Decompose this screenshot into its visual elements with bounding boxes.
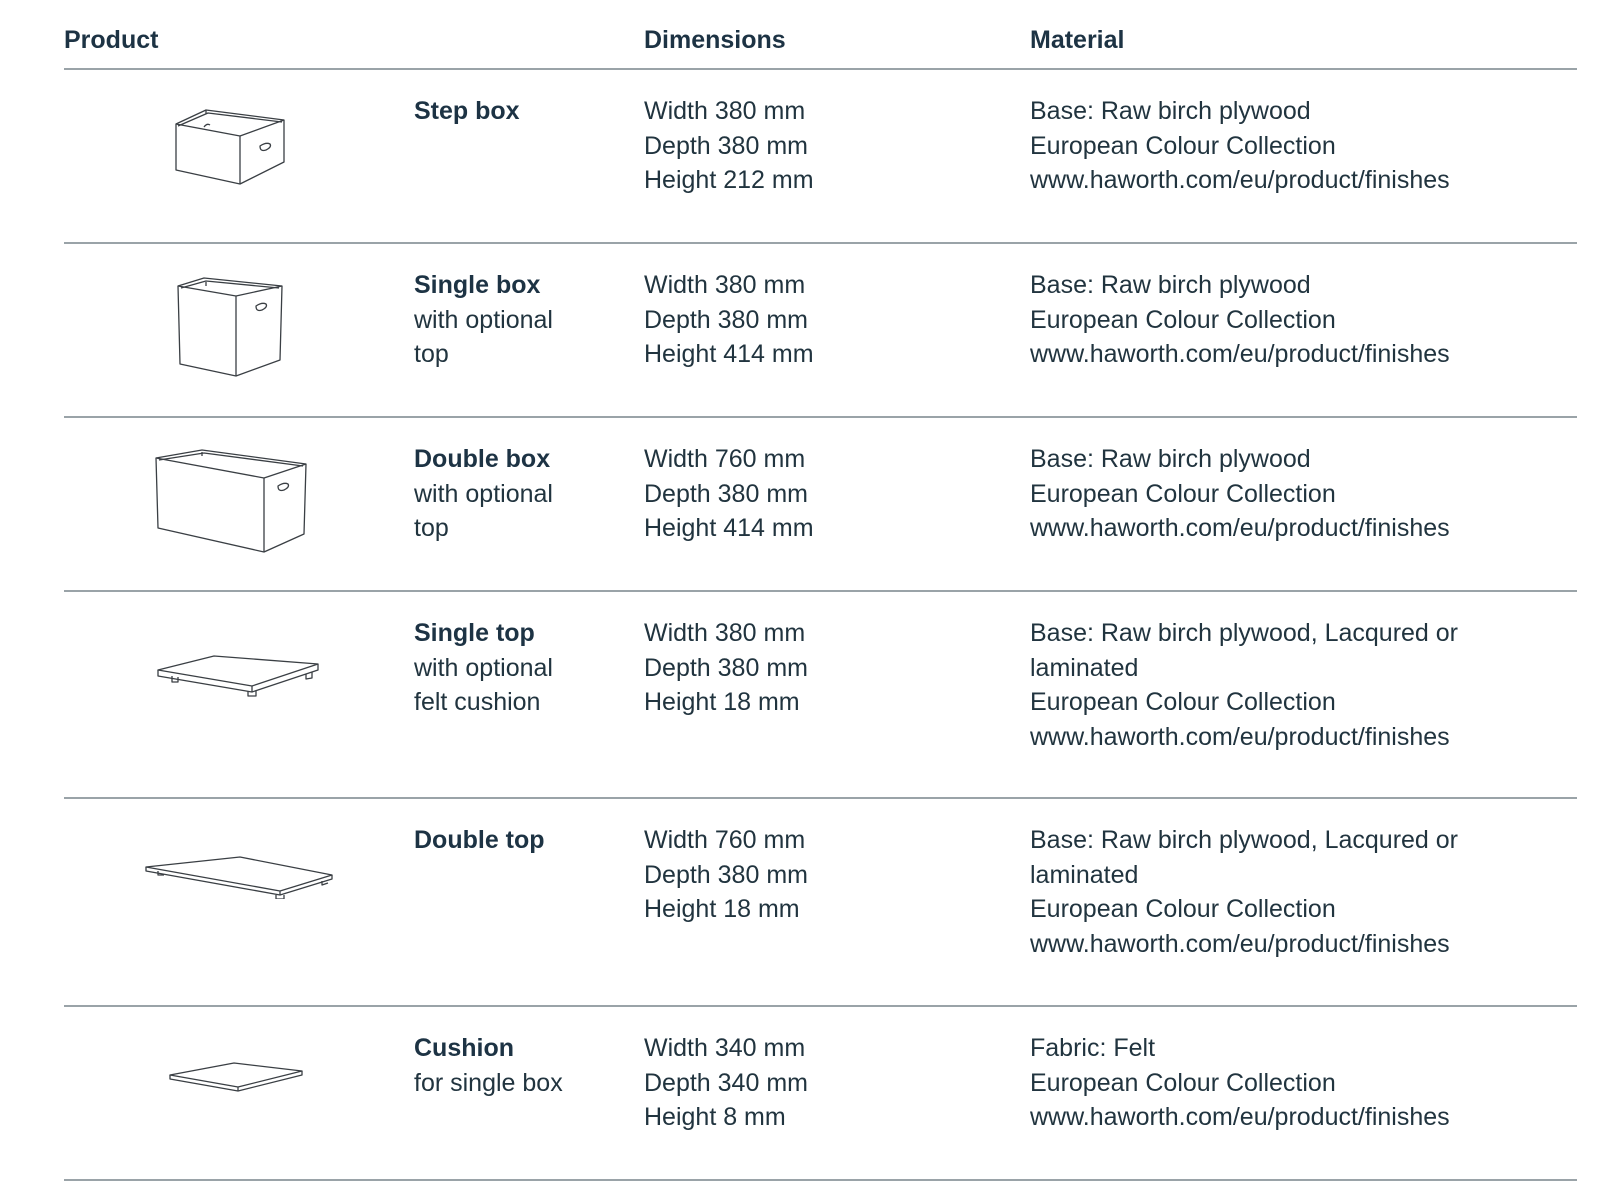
dimension-depth: Depth 380 mm [644, 305, 808, 334]
dimension-width: Width 760 mm [644, 445, 806, 473]
product-name-cell [414, 616, 634, 720]
single-top-icon [156, 652, 322, 700]
material-line: European Colour Collection [1030, 895, 1336, 924]
step-box-icon [174, 108, 290, 190]
dimension-width: Width 340 mm [644, 1034, 806, 1062]
dimensions-cell [644, 616, 1024, 720]
material-line: European Colour Collection [1030, 1068, 1336, 1097]
header-dimensions: Dimensions [644, 26, 786, 54]
dimension-height: Height 18 mm [644, 895, 800, 924]
dimensions-cell [644, 823, 1024, 927]
material-line: Base: Raw birch plywood, Lacqured or [1030, 619, 1459, 647]
table-row [64, 418, 1577, 592]
material-cell [1030, 1031, 1570, 1135]
material-cell [1030, 268, 1570, 372]
double-box-icon [154, 448, 310, 556]
material-line: www.haworth.com/eu/product/finishes [1030, 723, 1450, 752]
table-row [64, 1007, 1577, 1181]
material-cell [1030, 94, 1570, 198]
dimension-depth: Depth 380 mm [644, 479, 808, 508]
product-name: Double box [414, 445, 551, 473]
dimension-width: Width 760 mm [644, 826, 806, 854]
single-box-icon [176, 276, 286, 380]
material-line: Base: Raw birch plywood [1030, 97, 1311, 125]
table-row [64, 592, 1577, 799]
material-line: www.haworth.com/eu/product/finishes [1030, 930, 1450, 959]
table-row [64, 244, 1577, 418]
dimension-width: Width 380 mm [644, 619, 806, 647]
dimensions-cell [644, 94, 1024, 198]
material-line: laminated [1030, 860, 1139, 889]
material-line: Base: Raw birch plywood [1030, 445, 1311, 473]
product-description: with optional [414, 305, 553, 334]
dimensions-cell [644, 268, 1024, 372]
product-name: Step box [414, 97, 520, 125]
product-name-cell [414, 1031, 634, 1100]
product-name: Cushion [414, 1034, 514, 1062]
product-description: top [414, 514, 449, 543]
material-line: www.haworth.com/eu/product/finishes [1030, 514, 1450, 543]
product-name: Single top [414, 619, 535, 647]
material-line: laminated [1030, 653, 1139, 682]
product-name-cell [414, 442, 634, 546]
table-row [64, 799, 1577, 1007]
header-material: Material [1030, 26, 1125, 54]
product-name-cell [414, 268, 634, 372]
dimensions-cell [644, 1031, 1024, 1135]
material-line: European Colour Collection [1030, 479, 1336, 508]
material-line: Fabric: Felt [1030, 1034, 1156, 1062]
dimension-width: Width 380 mm [644, 97, 806, 125]
dimension-depth: Depth 380 mm [644, 131, 808, 160]
material-line: Base: Raw birch plywood [1030, 271, 1311, 299]
material-line: European Colour Collection [1030, 305, 1336, 334]
dimension-width: Width 380 mm [644, 271, 806, 299]
product-name: Single box [414, 271, 541, 299]
dimension-height: Height 8 mm [644, 1103, 786, 1132]
dimension-height: Height 212 mm [644, 166, 814, 195]
material-line: European Colour Collection [1030, 131, 1336, 160]
material-line: Base: Raw birch plywood, Lacqured or [1030, 826, 1459, 854]
product-description: felt cushion [414, 688, 541, 717]
product-description: with optional [414, 653, 553, 682]
dimension-height: Height 414 mm [644, 340, 814, 369]
dimensions-cell [644, 442, 1024, 546]
product-name-cell [414, 823, 634, 858]
material-cell [1030, 616, 1570, 755]
product-name: Double top [414, 826, 545, 854]
material-line: European Colour Collection [1030, 688, 1336, 717]
dimension-depth: Depth 380 mm [644, 653, 808, 682]
dimension-depth: Depth 380 mm [644, 860, 808, 889]
product-description: for single box [414, 1068, 563, 1097]
product-description: top [414, 340, 449, 369]
material-line: www.haworth.com/eu/product/finishes [1030, 1103, 1450, 1132]
material-line: www.haworth.com/eu/product/finishes [1030, 166, 1450, 195]
dimension-height: Height 414 mm [644, 514, 814, 543]
material-line: www.haworth.com/eu/product/finishes [1030, 340, 1450, 369]
material-cell [1030, 823, 1570, 962]
table-header [64, 0, 1577, 70]
product-description: with optional [414, 479, 553, 508]
double-top-icon [144, 855, 336, 899]
header-product: Product [64, 26, 159, 54]
dimension-height: Height 18 mm [644, 688, 800, 717]
material-cell [1030, 442, 1570, 546]
dimension-depth: Depth 340 mm [644, 1068, 808, 1097]
product-table [64, 0, 1577, 1181]
product-name-cell [414, 94, 634, 129]
table-row [64, 70, 1577, 244]
cushion-icon [168, 1061, 306, 1095]
